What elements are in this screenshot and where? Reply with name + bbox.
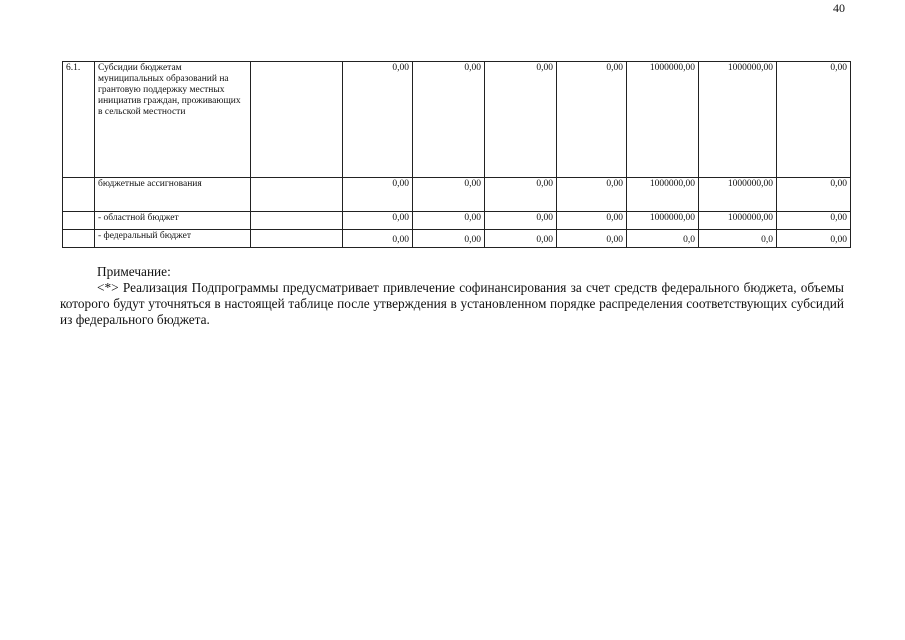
page-number: 40 (833, 1, 845, 15)
value-cell: 0,00 (777, 178, 851, 212)
empty-cell (251, 62, 343, 178)
value-cell: 0,00 (485, 230, 557, 248)
empty-cell (251, 212, 343, 230)
value-cell: 0,00 (413, 230, 485, 248)
row-index-cell: 6.1. (63, 62, 95, 178)
value-cell: 0,00 (557, 230, 627, 248)
budget-table (62, 61, 851, 248)
value-cell: 0,00 (343, 178, 413, 212)
value-cell: 1000000,00 (699, 178, 777, 212)
value-cell: 1000000,00 (627, 62, 699, 178)
row-label-cell: бюджетные ассигнования (95, 178, 251, 212)
value-cell: 0,00 (777, 230, 851, 248)
value-cell: 0,00 (343, 62, 413, 178)
table-row (63, 178, 851, 212)
value-cell: 0,00 (413, 178, 485, 212)
table-row (63, 62, 851, 178)
row-index-cell (63, 212, 95, 230)
value-cell: 0,00 (557, 212, 627, 230)
value-cell: 0,00 (343, 230, 413, 248)
table-row (63, 230, 851, 248)
value-cell: 0,00 (413, 62, 485, 178)
row-label-cell: - областной бюджет (95, 212, 251, 230)
value-cell: 1000000,00 (699, 212, 777, 230)
row-label-cell: Субсидии бюджетам муниципальных образований на грантовую поддержку местных инициатив граждан, проживающих в сельской местности (95, 62, 251, 178)
value-cell: 0,00 (777, 62, 851, 178)
value-cell: 0,00 (485, 178, 557, 212)
value-cell: 0,00 (485, 62, 557, 178)
empty-cell (251, 230, 343, 248)
value-cell: 0,0 (627, 230, 699, 248)
value-cell: 0,00 (557, 62, 627, 178)
value-cell: 0,00 (557, 178, 627, 212)
note (60, 264, 844, 328)
value-cell: 1000000,00 (699, 62, 777, 178)
note-text: <*> Реализация Подпрограммы предусматривает привлечение софинансирования за счет средств федерального бюджета, объемы которого будут уточняться в настоящей таблице после утверждения в установленном порядке распределения соответствующих субсидий из федерального бюджета. (60, 280, 844, 327)
value-cell: 1000000,00 (627, 178, 699, 212)
row-index-cell (63, 230, 95, 248)
note-title: Примечание: (97, 264, 171, 279)
row-index-cell (63, 178, 95, 212)
row-label-cell: - федеральный бюджет (95, 230, 251, 248)
value-cell: 1000000,00 (627, 212, 699, 230)
table-row (63, 212, 851, 230)
value-cell: 0,00 (485, 212, 557, 230)
value-cell: 0,0 (699, 230, 777, 248)
value-cell: 0,00 (777, 212, 851, 230)
empty-cell (251, 178, 343, 212)
value-cell: 0,00 (413, 212, 485, 230)
value-cell: 0,00 (343, 212, 413, 230)
